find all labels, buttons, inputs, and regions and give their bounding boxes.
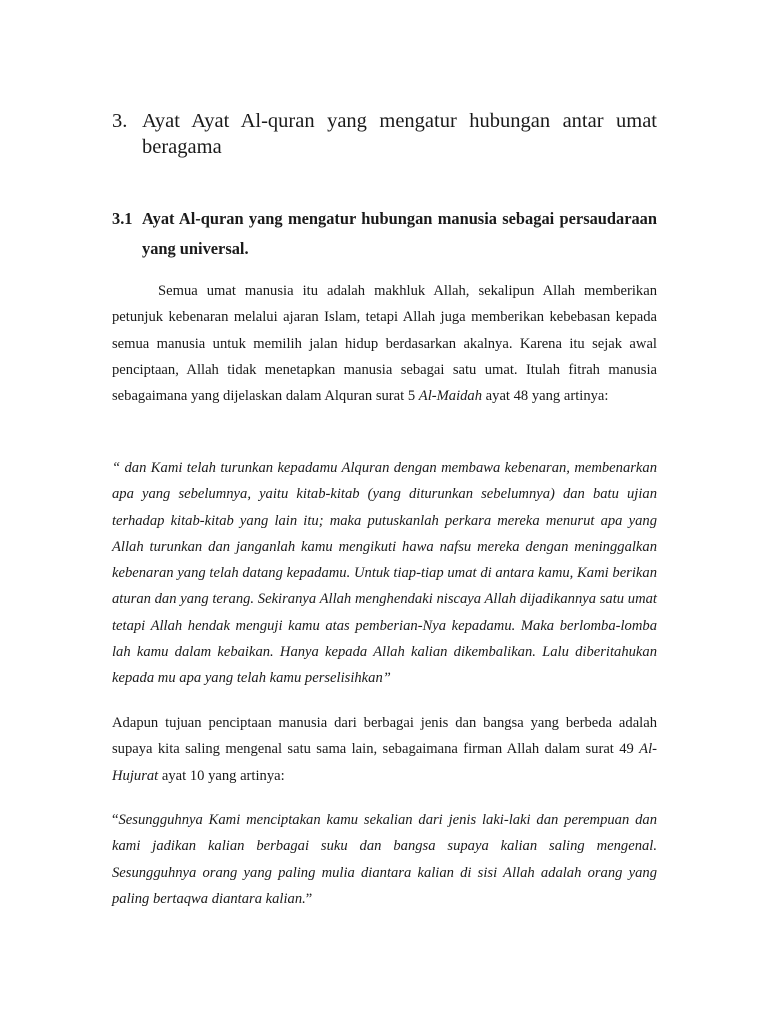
quote-al-maidah: “ dan Kami telah turunkan kepadamu Alquran dengan membawa kebenaran, membenarkan apa yang sebelumnya, yaitu kitab-kitab (yang diturunkan sebelumnya) dan batu ujian terhadap kitab-kitab yang lain itu; maka putuskanlah perkara mereka menurut apa yang Allah turunkan dan janganlah kamu mengikuti hawa nafsu mereka dengan meninggalkan kebenaran yang telah datang kepadamu. Untuk tiap-tiap umat di antara kamu, Kami berikan aturan dan yang terang. Sekiranya Allah menghendaki niscaya Allah dijadikannya satu umat tetapi Allah hendak menguji kamu atas pemberian-Nya kepadamu. Maka berlomba-lomba lah kamu dalam kebaikan. Hanya kepada Allah kalian dikembalikan. Lalu diberitahukan kepada mu apa yang telah kamu perselisihkan” — [112, 460, 657, 687]
quote-al-hujurat — [112, 807, 657, 912]
subsection-number: 3.1 — [112, 209, 133, 228]
subsection-title: Ayat Al-quran yang mengatur hubungan manusia sebagai persaudaraan yang universal. — [142, 209, 657, 258]
paragraph-purpose — [112, 710, 657, 789]
paragraph-intro-text: Semua umat manusia itu adalah makhluk Allah, sekalipun Allah memberikan petunjuk kebenaran melalui ajaran Islam, tetapi Allah juga memberikan kebebasan kepada semua manusia untuk memilih jalan hidup berdasarkan akalnya. Karena itu sejak awal penciptaan, Allah tidak menetapkan manusia sebagai satu umat. Itulah fitrah manusia sebagaimana yang dijelaskan dalam Alquran surat 5 — [112, 283, 657, 405]
paragraph-intro — [112, 278, 657, 409]
subsection-heading — [112, 204, 657, 264]
section-heading — [112, 108, 657, 160]
quote-text: Sesungguhnya Kami menciptakan kamu sekalian dari jenis laki-laki dan perempuan dan kami jadikan kalian berbagai suku dan bangsa supaya kalian saling mengenal. Sesungguhnya orang yang paling mulia diantara kalian di sisi Allah adalah orang yang paling bertaqwa diantara kalian. — [112, 812, 657, 907]
section-number: 3. — [112, 110, 128, 132]
surah-name: Al-Maidah — [418, 388, 483, 405]
surah-name: Al-Hujurat — [112, 741, 657, 784]
quote-open-mark: “ — [112, 812, 119, 828]
section-title: Ayat Ayat Al-quran yang mengatur hubungan antar umat beragama — [142, 110, 657, 158]
paragraph-intro-tail: ayat 48 yang artinya: — [482, 388, 609, 405]
quote-close-mark: ” — [305, 890, 313, 907]
paragraph-purpose-tail: ayat 10 yang artinya: — [158, 767, 285, 784]
paragraph-purpose-text: Adapun tujuan penciptaan manusia dari berbagai jenis dan bangsa yang berbeda adalah supaya kita saling mengenal satu sama lain, sebagaimana firman Allah dalam surat 49 — [112, 715, 657, 758]
